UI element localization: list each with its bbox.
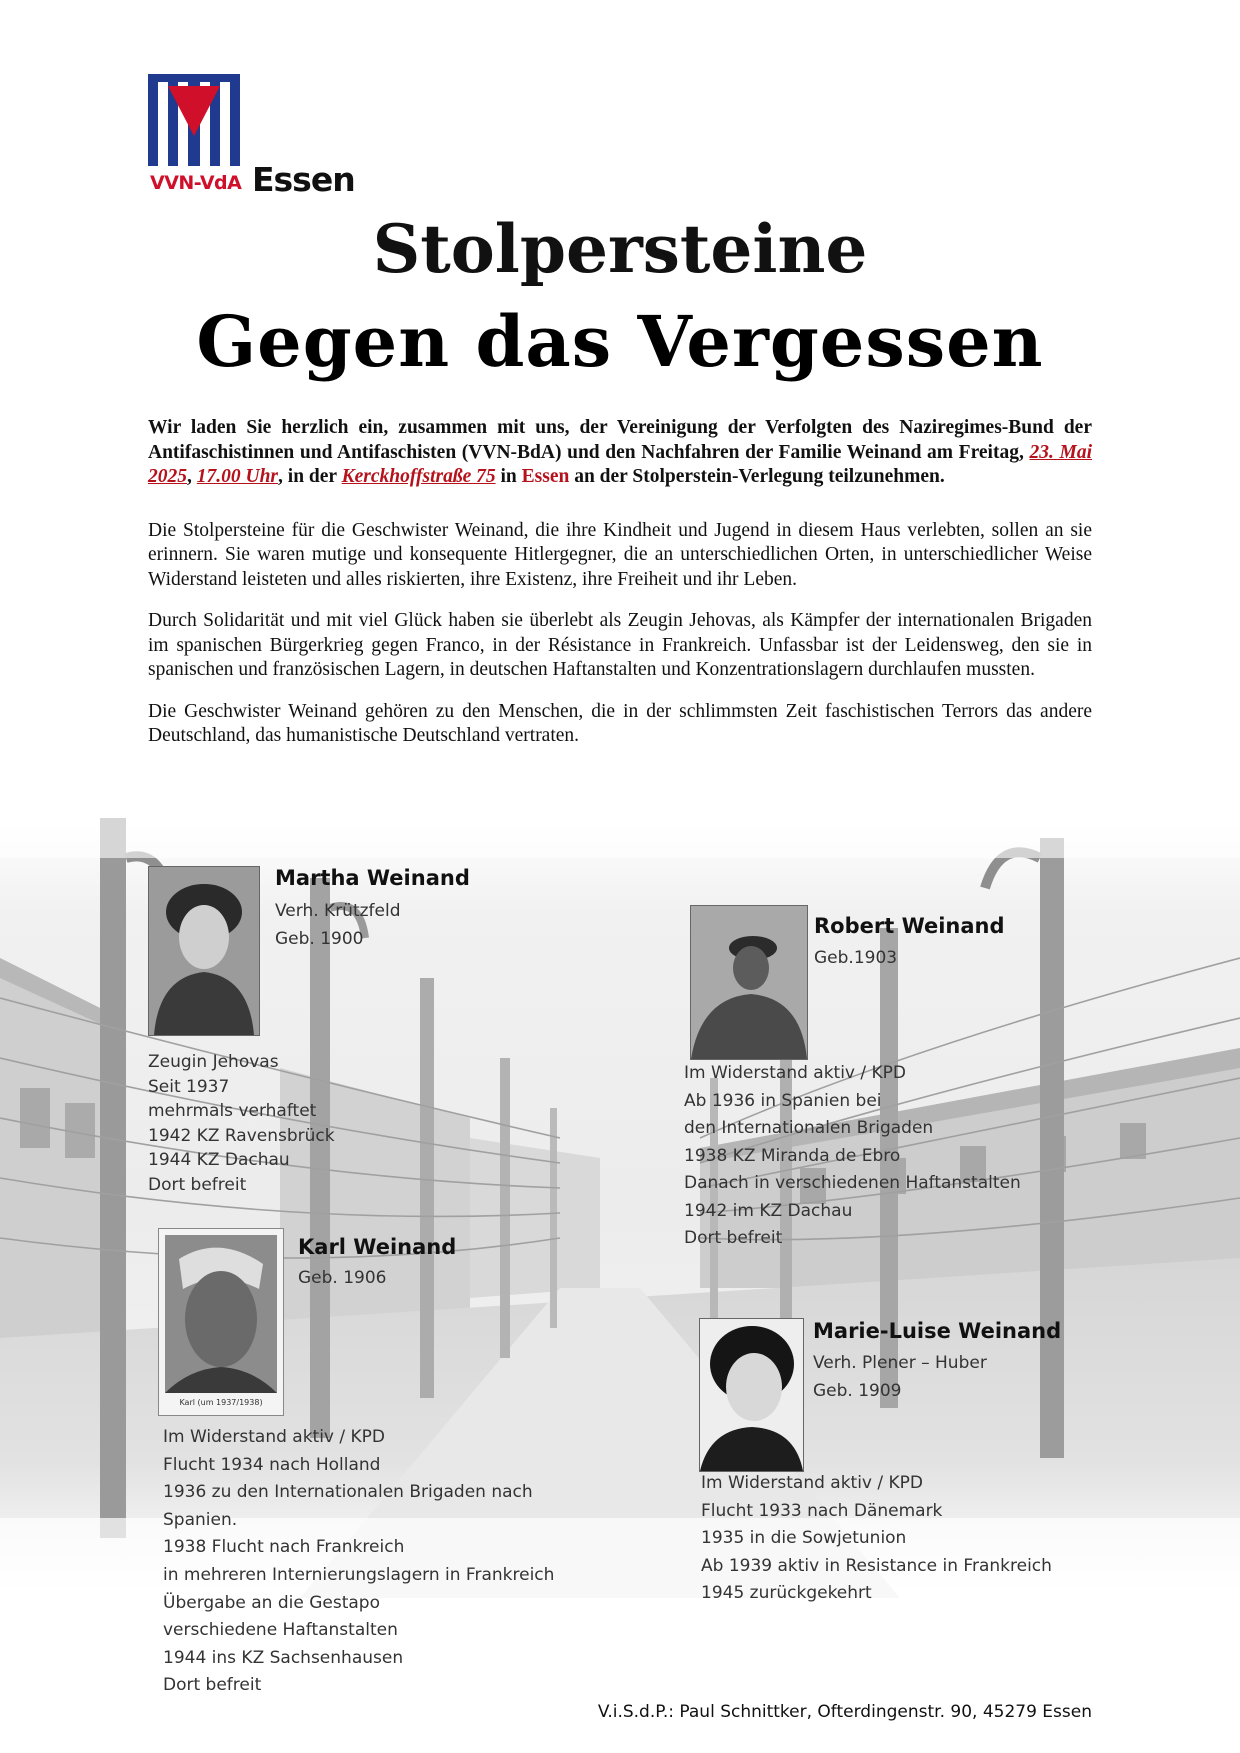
event-date: 23. Mai 2025: [148, 441, 1092, 487]
marieluise-photo: [699, 1318, 804, 1472]
paragraph-2: Durch Solidarität und mit viel Glück haben sie überlebt als Zeugin Jehovas, als Kämpfer der internationalen Brigaden im spanischen Bürgerkrieg gegen Franco, in der Résistance in Frankreich. Unfassbar ist der Leidensweg, den sie in spanischen und französischen Lagern, in deutschen Haftanstalten und Konzentrationslagern durchlaufen mussten.: [148, 610, 1092, 680]
paragraph-3: Die Geschwister Weinand gehören zu den Menschen, die in der schlimmsten Zeit faschistischen Terrors das andere Deutschland, das humanistische Deutschland vertraten.: [148, 700, 1092, 746]
paragraph-1: Die Stolpersteine für die Geschwister Weinand, die ihre Kindheit und Jugend in diesem Haus verlebten, sollen an sie erinnern. Sie waren mutige und konsequente Hitlergegner, die an unterschiedlichen Orten, in unterschiedlicher Weise Widerstand leisteten und alles riskierten, ihre Existenz, ihre Freiheit und ihr Leben.: [148, 519, 1092, 590]
martha-info: Verh. Krützfeld Geb. 1900: [275, 901, 401, 949]
robert-name: Robert Weinand: [814, 914, 1005, 938]
vvn-logo: [148, 74, 240, 166]
page-title: Stolpersteine: [372, 210, 868, 288]
imprint-footer: V.i.S.d.P.: Paul Schnittker, Ofterdingenstr. 90, 45279 Essen: [597, 1702, 1092, 1722]
robert-info: Geb.1903: [814, 948, 898, 968]
intro-paragraph: Wir laden Sie herzlich ein, zusammen mit uns, der Vereinigung der Verfolgten des Naziregimes-Bund der Antifaschistinnen und Antifaschisten (VVN-BdA) und den Nachfahren der Familie Weinand am Freitag, 23. Mai 2025, 17.00 Uhr, in der Kerckhoffstraße 75 in Essen an der Stolperstein-Verlegung teilzunehmen.: [148, 417, 1092, 487]
portrait-icon: [700, 1319, 803, 1471]
martha-bio: Zeugin Jehovas Seit 1937 mehrmals verhaftet 1942 KZ Ravensbrück 1944 KZ Dachau Dort befreit: [148, 1052, 335, 1195]
robert-bio: Im Widerstand aktiv / KPD Ab 1936 in Spanien bei den Internationalen Brigaden 1938 KZ Miranda de Ebro Danach in verschiedenen Haftanstalten 1942 im KZ Dachau Dort befreit: [684, 1063, 1021, 1248]
marieluise-name: Marie-Luise Weinand: [813, 1319, 1062, 1343]
portrait-icon: [691, 906, 807, 1059]
logo-city: Essen: [252, 160, 355, 199]
portrait-icon: [159, 1229, 283, 1395]
event-time: 17.00 Uhr: [196, 466, 279, 487]
marieluise-bio: Im Widerstand aktiv / KPD Flucht 1933 nach Dänemark 1935 in die Sowjetunion Ab 1939 aktiv in Resistance in Frankreich 1945 zurückgekehrt: [701, 1473, 1052, 1604]
karl-photo: [158, 1228, 284, 1416]
martha-name: Martha Weinand: [275, 866, 470, 890]
logo-text: VVN-VdA: [150, 172, 242, 194]
karl-photo-caption: Karl (um 1937/1938): [179, 1398, 263, 1407]
karl-info: Geb. 1906: [298, 1268, 387, 1288]
page-subtitle: Gegen das Vergessen: [196, 300, 1044, 383]
text-block: [148, 416, 1092, 766]
martha-photo: [148, 866, 260, 1036]
event-street: Kerckhoffstraße 75: [341, 466, 496, 487]
event-city: Essen: [521, 466, 570, 487]
karl-name: Karl Weinand: [298, 1235, 457, 1259]
marieluise-info: Verh. Plener – Huber Geb. 1909: [813, 1353, 987, 1401]
portrait-icon: [149, 867, 259, 1035]
karl-bio: Im Widerstand aktiv / KPD Flucht 1934 nach Holland 1936 zu den Internationalen Brigaden nach Spanien. 1938 Flucht nach Frankreich in mehreren Internierungslagern in Frankreich Übergabe an die Gestapo verschiedene Haftanstalten 1944 ins KZ Sachsenhausen Dort befreit: [163, 1427, 555, 1696]
robert-photo: [690, 905, 808, 1060]
